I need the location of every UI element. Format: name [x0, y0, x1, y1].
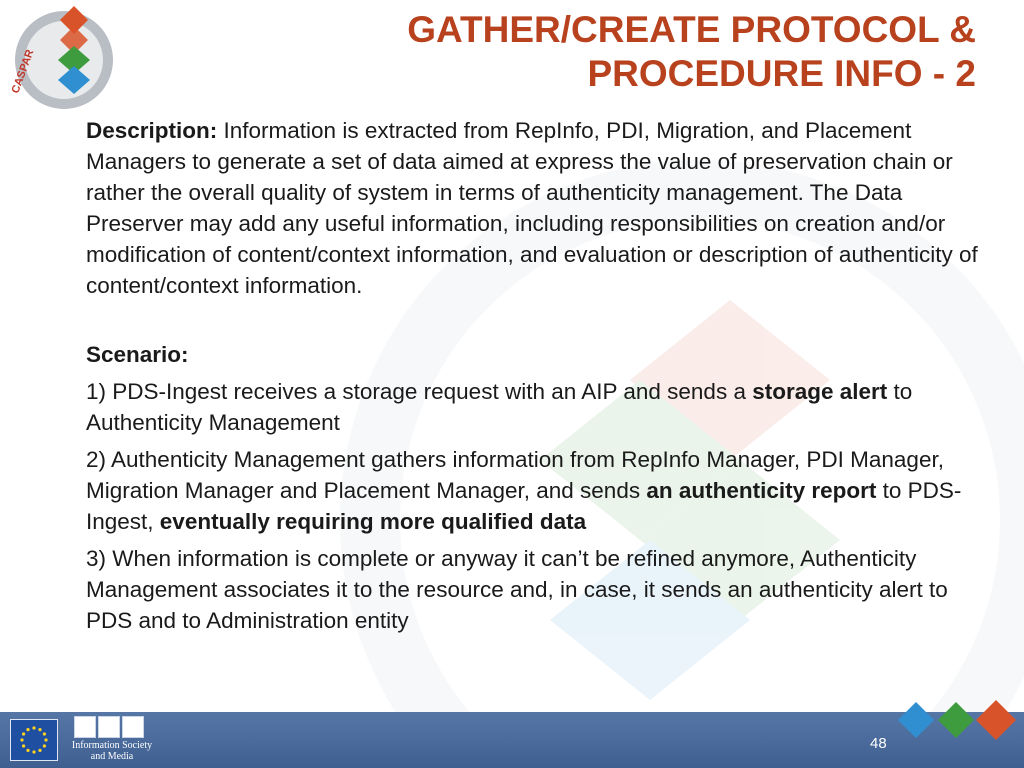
scenario-step-3: 3) When information is complete or anyway it can’t be refined anymore, Authenticity Management associates it to the resource and, in case, it sends an authenticity alert to PDS and to Administration entity	[86, 546, 948, 633]
eu-flag-icon	[10, 719, 58, 761]
title-line-2: PROCEDURE INFO - 2	[587, 53, 976, 94]
slide-body	[86, 115, 991, 636]
logo-text: CASPAR	[9, 48, 37, 96]
scenario-step-2: 2) Authenticity Management gathers information from RepInfo Manager, PDI Manager, Migration Manager and Placement Manager, and sends an authenticity report to PDS-Ingest, eventually requiring more qualified data	[86, 447, 962, 534]
scenario-step-1: 1) PDS-Ingest receives a storage request with an AIP and sends a storage alert to Authenticity Management	[86, 379, 913, 435]
isam-logo-text: Information Society and Media	[71, 740, 153, 762]
description-label: Description:	[86, 118, 218, 143]
scenario-heading: Scenario:	[86, 342, 189, 367]
isam-box-2	[98, 716, 120, 738]
isam-box-1	[74, 716, 96, 738]
isam-box-3	[122, 716, 144, 738]
information-society-logo	[66, 716, 158, 766]
slide-title	[216, 8, 976, 96]
caspar-logo	[4, 2, 124, 112]
page-number: 48	[870, 735, 887, 752]
corner-diamonds-icon	[888, 696, 1024, 756]
description-text: Information is extracted from RepInfo, PDI, Migration, and Placement Managers to generate a set of data aimed at express the value of preservation chain or rather the overall quality of system in terms of authenticity management. The Data Preserver may add any useful information, including responsibilities on creation and/or modification of content/context information, and evaluation or description of authenticity of content/context information.	[86, 118, 978, 298]
title-line-1: GATHER/CREATE PROTOCOL &	[407, 9, 976, 50]
description-paragraph	[86, 115, 991, 301]
